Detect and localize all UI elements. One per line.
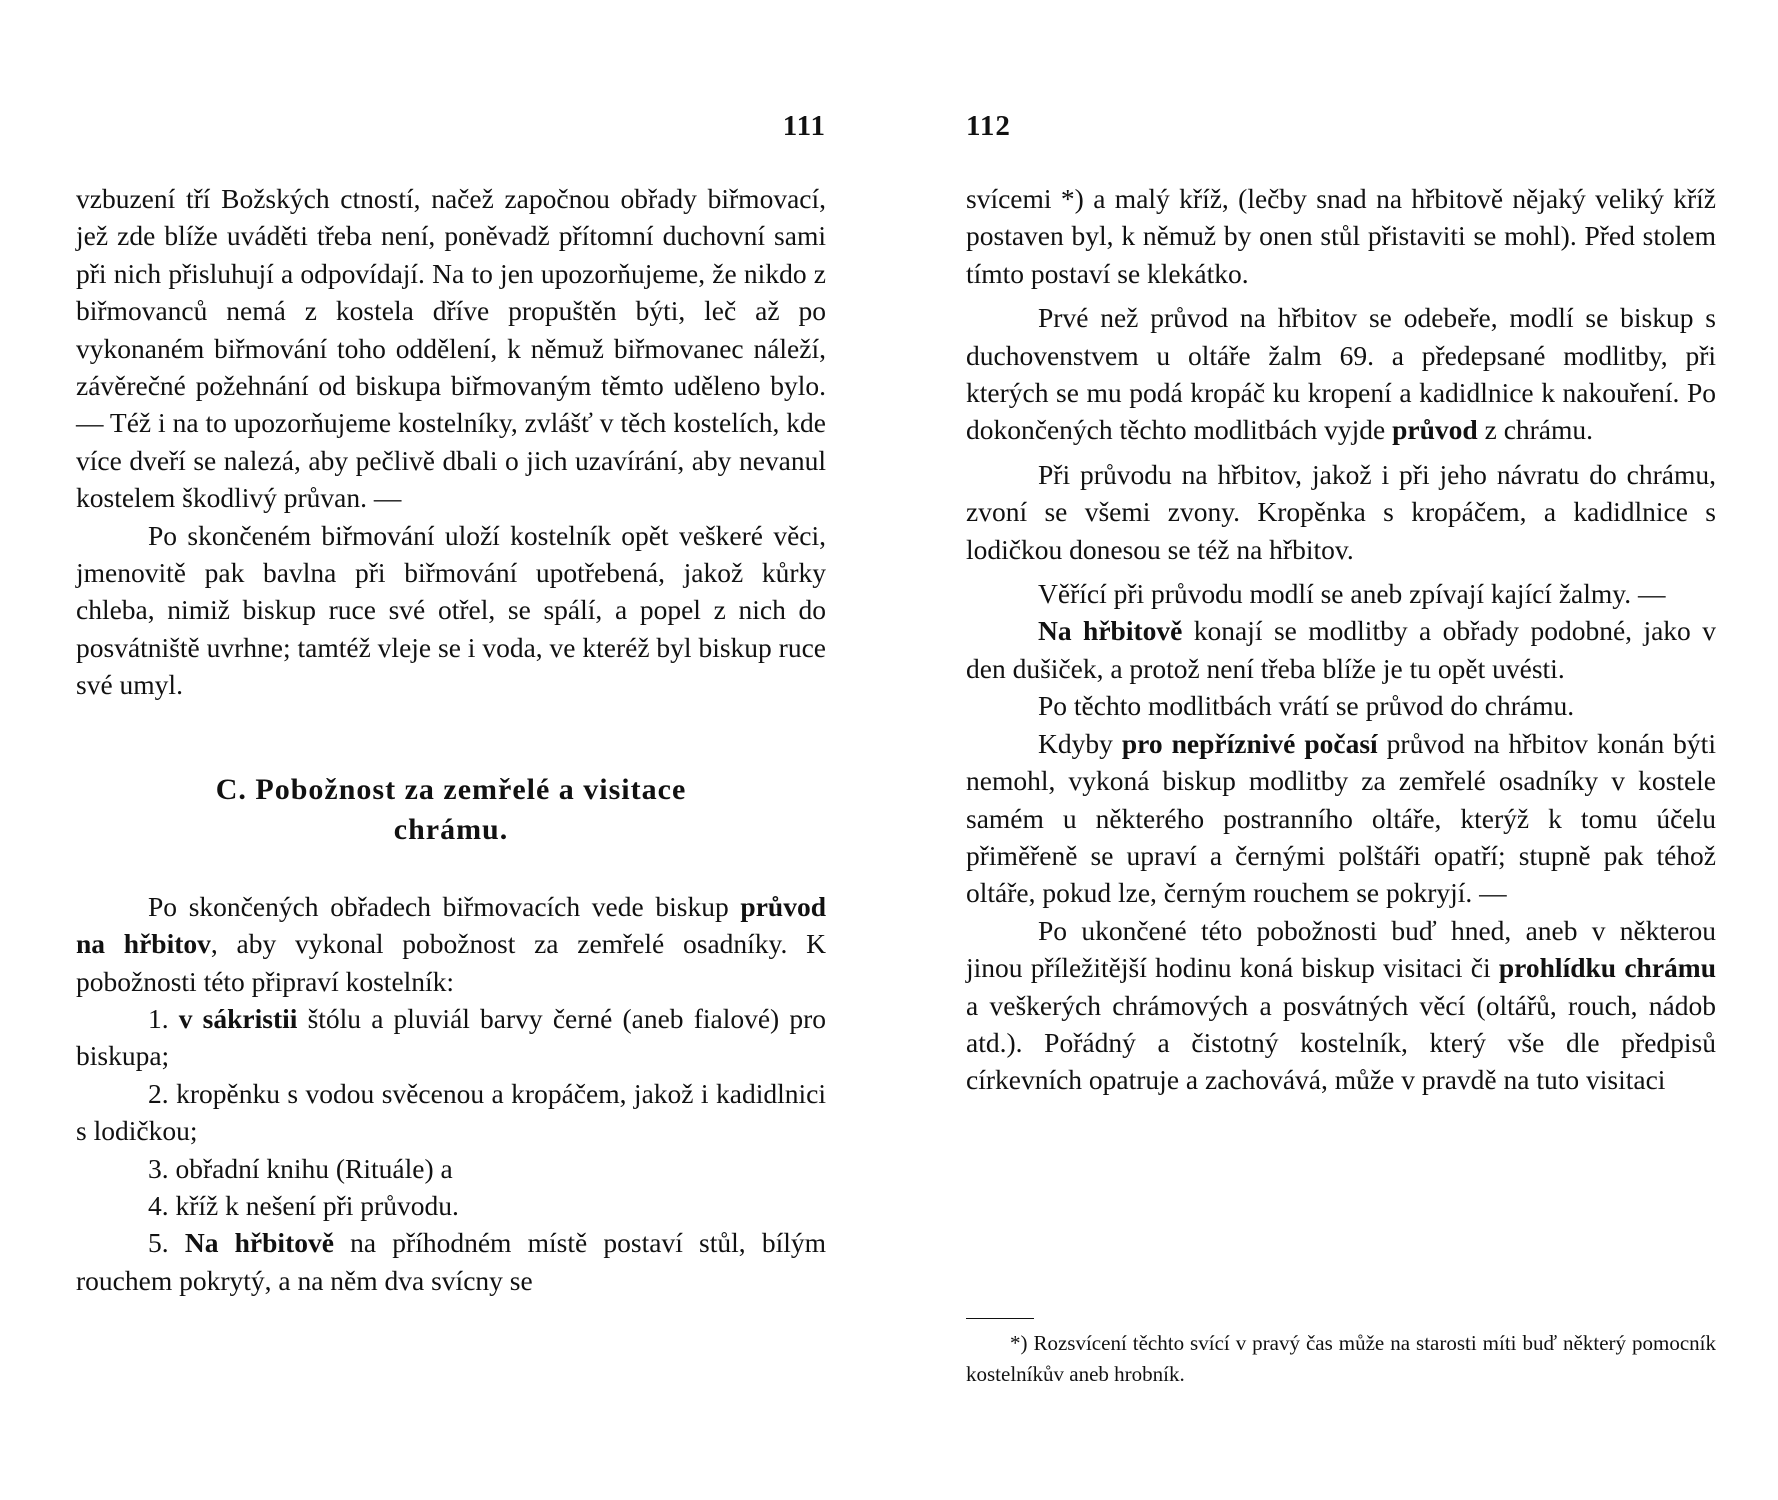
- paragraph: [76, 888, 826, 1000]
- footnote-text: *) Rozsvícení těchto svící v pravý čas může na starosti míti buď některý pomocník kostelníkův aneb hrobník.: [966, 1331, 1716, 1386]
- text-run: štólu a pluviál barvy černé (aneb fialové) pro biskupa;: [76, 1002, 827, 1072]
- paragraph: Po těchto modlitbách vrátí se průvod do chrámu.: [1038, 690, 1575, 722]
- section-heading: [76, 770, 826, 850]
- text-run: na příhodném místě postaví stůl, bílým rouchem pokrytý, a na něm dva svícny se: [76, 1227, 826, 1296]
- text-run: Kdyby: [1038, 727, 1122, 759]
- paragraph: Věřící při průvodu modlí se aneb zpívají kající žalmy. —: [1038, 578, 1666, 610]
- list-item: 2. kropěnku s vodou svěcenou a kropáčem, jakož i kadidlnici s lodičkou;: [76, 1077, 826, 1147]
- paragraph: [966, 725, 1716, 912]
- paragraph: [966, 299, 1716, 449]
- page-body: [76, 180, 826, 1299]
- text-run: z chrámu.: [1477, 414, 1594, 446]
- list-number: 1.: [148, 1002, 179, 1034]
- paragraph: [966, 912, 1716, 1099]
- section-heading-line: chrámu.: [393, 812, 509, 846]
- text-run: Po ukončené této pobožnosti buď hned, aneb v některou jinou příležitější hodinu koná biskup visitaci či: [966, 914, 1716, 984]
- text-run: konají se modlitby a obřady podobné, jako v den dušiček, a protož není třeba blíže je tu opět uvésti.: [966, 615, 1716, 684]
- text-run: , aby vykonal pobožnost za zemřelé osadníky. K pobožnosti této připraví kostelník:: [76, 928, 826, 997]
- page-body: [966, 180, 1716, 1099]
- bold-text: Na hřbitově: [184, 1227, 334, 1259]
- paragraph: svícemi *) a malý kříž, (lečby snad na hřbitově nějaký veliký kříž postaven byl, k němuž by onen stůl přistaviti se mohl). Před stolem tímto postaví se klekátko.: [966, 183, 1716, 289]
- list-item: [76, 1224, 826, 1299]
- paragraph: [966, 612, 1716, 687]
- list-item: 3. obřadní knihu (Rituále) a: [148, 1152, 453, 1184]
- paragraph: Po skončeném biřmování uloží kostelník opět veškeré věci, jmenovitě pak bavlna při biřmování upotřebená, jakož kůrky chleba, nimiž biskup ruce své otřel, se spálí, a popel z nich do posvátniště uvrhne; tamtéž vleje se i voda, ve kteréž byl biskup ruce své umyl.: [76, 519, 826, 701]
- page-number: 112: [966, 110, 1011, 142]
- bold-text: Na hřbitově: [1038, 615, 1183, 647]
- page-number: 111: [782, 110, 826, 142]
- list-item: [76, 1000, 826, 1075]
- footnote-divider: [966, 1318, 1034, 1319]
- list-item: 4. kříž k nešení při průvodu.: [148, 1189, 459, 1221]
- bold-text: prohlídku chrámu: [1498, 952, 1717, 984]
- text-run: průvod na hřbitov konán býti nemohl, vykoná biskup modlitby za zemřelé osadníky v kostele samém u některého postranního oltáře, kterýž k tomu účelu přiměřeně se upraví a černými polštáři opatří; stupně pak téhož oltáře, pokud lze, černým rouchem se pokryjí. —: [966, 727, 1716, 909]
- text-run: Prvé než průvod na hřbitov se odebeře, modlí se biskup s duchovenstvem u oltáře žalm 69. a předepsané modlitby, při kterých se mu podá kropáč ku kropení a kadidlnice k nakouření. Po dokončených těchto modlitbách vyjde: [966, 302, 1716, 446]
- bold-text: v sákristii: [178, 1002, 298, 1034]
- list-number: 5.: [148, 1227, 185, 1259]
- paragraph: vzbuzení tří Božských ctností, načež započnou obřady biřmovací, jež zde blíže uváděti třeba není, poněvadž přítomní duchovní sami při nich přisluhují a odpovídají. Na to jen upozorňujeme, že nikdo z biřmovanců nemá z kostela dříve propuštěn býti, leč až po vykonaném biřmování toho oddělení, k němuž biřmovanec náleží, závěrečné požehnání od biskupa biřmovaným těmto uděleno bylo. — Též i na to upozorňujeme kostelníky, zvlášť v těch kostelích, kde více dveří se nalezá, aby pečlivě dbali o jich uzavírání, aby nevanul kostelem škodlivý průvan. —: [76, 183, 826, 514]
- bold-text: průvod na hřbitov: [76, 890, 826, 960]
- footnote: [966, 1328, 1716, 1390]
- paragraph: Při průvodu na hřbitov, jakož i při jeho návratu do chrámu, zvoní se všemi zvony. Kropěnka s kropáčem, a kadidlnice s lodičkou donesou se též na hřbitov.: [966, 458, 1716, 565]
- bold-text: pro nepříznivé počasí: [1121, 727, 1378, 759]
- bold-text: průvod: [1392, 414, 1478, 446]
- section-heading-line: C. Pobožnost za zemřelé a visitace: [215, 772, 687, 806]
- text-run: a veškerých chrámových a posvátných věcí (oltářů, rouch, nádob atd.). Pořádný a čistotný kostelník, který vše dle předpisů církevních opatruje a zachovává, může v pravdě na tuto visitaci: [966, 989, 1716, 1096]
- text-run: Po skončených obřadech biřmovacích vede biskup: [148, 890, 741, 922]
